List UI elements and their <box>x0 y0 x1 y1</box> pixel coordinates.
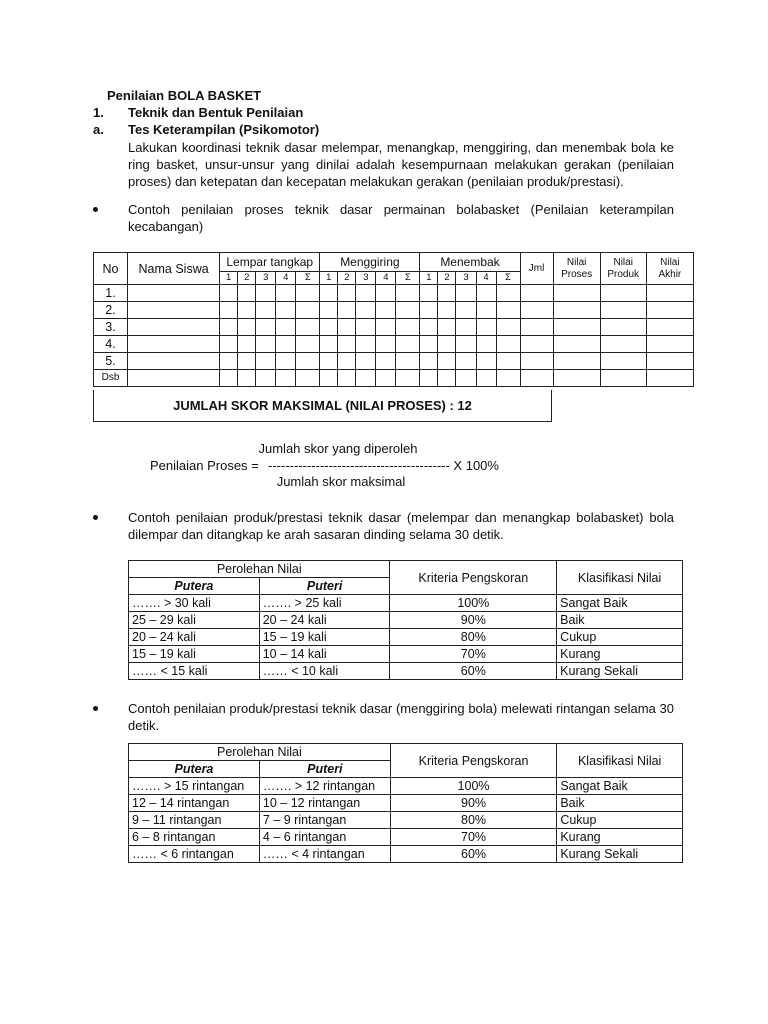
empty-cell <box>338 336 356 353</box>
sub-header: 1 <box>320 272 338 285</box>
empty-cell <box>520 353 553 370</box>
cell-putera: 15 – 19 kali <box>129 646 260 663</box>
produk-table-menggiring <box>128 743 683 863</box>
sub-header: Σ <box>296 272 320 285</box>
empty-cell <box>476 302 496 319</box>
cell-putera: 9 – 11 rintangan <box>129 812 260 829</box>
cell-puteri: 7 – 9 rintangan <box>259 812 390 829</box>
empty-cell <box>128 319 220 336</box>
header-menembak: Menembak <box>420 253 520 272</box>
empty-cell <box>320 336 338 353</box>
table-row <box>129 829 683 846</box>
empty-cell <box>296 370 320 387</box>
empty-cell <box>238 370 256 387</box>
empty-cell <box>476 370 496 387</box>
cell-klasifikasi: Baik <box>557 795 683 812</box>
empty-cell <box>476 319 496 336</box>
empty-cell <box>456 370 476 387</box>
empty-cell <box>256 353 276 370</box>
empty-cell <box>396 370 420 387</box>
cell-puteri: 4 – 6 rintangan <box>259 829 390 846</box>
sub-header: 2 <box>438 272 456 285</box>
header-nilai-produk: Nilai Produk <box>600 253 646 285</box>
row-number: 5. <box>94 353 128 370</box>
header-klasifikasi: Klasifikasi Nilai <box>557 744 683 778</box>
empty-cell <box>276 353 296 370</box>
empty-cell <box>128 370 220 387</box>
table-row <box>129 812 683 829</box>
empty-cell <box>420 370 438 387</box>
cell-putera: 20 – 24 kali <box>129 629 260 646</box>
header-lempar-tangkap: Lempar tangkap <box>220 253 320 272</box>
empty-cell <box>496 285 520 302</box>
table-row <box>94 336 694 353</box>
intro-paragraph: Lakukan koordinasi teknik dasar melempar, menangkap, menggiring, dan menembak bola ke ring basket, unsur-unsur yang dinilai adalah kesempurnaan melakukan gerakan (penilaian proses) dan ketepatan dan kecepatan melakukan gerakan (penilaian produk/prestasi). <box>128 140 674 189</box>
empty-cell <box>646 336 693 353</box>
header-no: No <box>94 253 128 285</box>
cell-klasifikasi: Sangat Baik <box>557 778 683 795</box>
table-row <box>129 612 683 629</box>
bullet-text-menggiring: Contoh penilaian produk/prestasi teknik dasar (menggiring bola) melewati rintangan selama 30 detik. <box>128 701 674 733</box>
empty-cell <box>128 336 220 353</box>
empty-cell <box>438 370 456 387</box>
cell-kriteria: 60% <box>390 663 557 680</box>
formula-denominator: Jumlah skor maksimal <box>276 474 406 489</box>
empty-cell <box>320 319 338 336</box>
cell-puteri: …… < 4 rintangan <box>259 846 390 863</box>
cell-puteri: …… < 10 kali <box>259 663 390 680</box>
empty-cell <box>356 336 376 353</box>
empty-cell <box>600 285 646 302</box>
sub-header: Σ <box>396 272 420 285</box>
empty-cell <box>420 285 438 302</box>
sub-header: 4 <box>276 272 296 285</box>
cell-kriteria: 80% <box>390 812 557 829</box>
empty-cell <box>376 370 396 387</box>
sub-header: 1 <box>420 272 438 285</box>
empty-cell <box>456 319 476 336</box>
empty-cell <box>296 302 320 319</box>
cell-klasifikasi: Cukup <box>557 629 683 646</box>
table-row <box>129 646 683 663</box>
section-title: Teknik dan Bentuk Penilaian <box>128 105 304 120</box>
empty-cell <box>456 353 476 370</box>
document-title: Penilaian BOLA BASKET <box>107 88 262 103</box>
cell-kriteria: 80% <box>390 629 557 646</box>
table-row <box>129 595 683 612</box>
cell-klasifikasi: Baik <box>557 612 683 629</box>
empty-cell <box>600 302 646 319</box>
empty-cell <box>238 285 256 302</box>
empty-cell <box>320 285 338 302</box>
cell-putera: 12 – 14 rintangan <box>129 795 260 812</box>
proses-table <box>93 252 694 387</box>
empty-cell <box>553 319 600 336</box>
header-puteri: Puteri <box>259 761 390 778</box>
empty-cell <box>338 285 356 302</box>
empty-cell <box>438 285 456 302</box>
empty-cell <box>220 302 238 319</box>
empty-cell <box>338 353 356 370</box>
empty-cell <box>553 353 600 370</box>
empty-cell <box>338 319 356 336</box>
cell-klasifikasi: Kurang Sekali <box>557 846 683 863</box>
cell-kriteria: 70% <box>390 829 557 846</box>
empty-cell <box>256 285 276 302</box>
empty-cell <box>128 353 220 370</box>
section-number: 1. <box>93 105 104 120</box>
empty-cell <box>600 353 646 370</box>
empty-cell <box>646 353 693 370</box>
cell-klasifikasi: Kurang <box>557 829 683 846</box>
empty-cell <box>476 353 496 370</box>
sub-header: Σ <box>496 272 520 285</box>
header-nilai-proses: Nilai Proses <box>553 253 600 285</box>
proses-table-body <box>94 285 694 387</box>
empty-cell <box>600 370 646 387</box>
cell-klasifikasi: Sangat Baik <box>557 595 683 612</box>
header-nilai-akhir: Nilai Akhir <box>646 253 693 285</box>
empty-cell <box>276 370 296 387</box>
table-row <box>94 285 694 302</box>
proses-footer: JUMLAH SKOR MAKSIMAL (NILAI PROSES) : 12 <box>93 390 552 422</box>
cell-kriteria: 100% <box>390 778 557 795</box>
sub-header: 3 <box>356 272 376 285</box>
table-row <box>94 319 694 336</box>
empty-cell <box>220 319 238 336</box>
sub-header: 1 <box>220 272 238 285</box>
sub-header: 3 <box>256 272 276 285</box>
cell-klasifikasi: Kurang Sekali <box>557 663 683 680</box>
header-jml: Jml <box>520 253 553 285</box>
empty-cell <box>220 353 238 370</box>
subsection-letter: a. <box>93 122 104 137</box>
empty-cell <box>276 319 296 336</box>
cell-puteri: ……. > 12 rintangan <box>259 778 390 795</box>
cell-putera: 25 – 29 kali <box>129 612 260 629</box>
empty-cell <box>220 336 238 353</box>
empty-cell <box>496 302 520 319</box>
cell-puteri: 10 – 14 kali <box>259 646 390 663</box>
empty-cell <box>420 302 438 319</box>
empty-cell <box>296 336 320 353</box>
empty-cell <box>376 336 396 353</box>
cell-putera: …… < 15 kali <box>129 663 260 680</box>
empty-cell <box>276 336 296 353</box>
table-row <box>129 846 683 863</box>
empty-cell <box>420 319 438 336</box>
empty-cell <box>553 302 600 319</box>
sub-header: 4 <box>476 272 496 285</box>
formula-label: Penilaian Proses = <box>150 458 259 473</box>
empty-cell <box>276 285 296 302</box>
sub-header: 2 <box>238 272 256 285</box>
table-row <box>94 353 694 370</box>
cell-puteri: 10 – 12 rintangan <box>259 795 390 812</box>
empty-cell <box>520 319 553 336</box>
header-puteri: Puteri <box>259 578 390 595</box>
cell-kriteria: 60% <box>390 846 557 863</box>
row-number: 2. <box>94 302 128 319</box>
table-row <box>94 370 694 387</box>
bullet-dot <box>93 515 98 520</box>
empty-cell <box>438 336 456 353</box>
empty-cell <box>338 302 356 319</box>
empty-cell <box>438 319 456 336</box>
header-kriteria: Kriteria Pengskoran <box>390 561 557 595</box>
header-nama-siswa: Nama Siswa <box>128 253 220 285</box>
empty-cell <box>356 353 376 370</box>
empty-cell <box>128 285 220 302</box>
header-perolehan-nilai: Perolehan Nilai <box>129 744 391 761</box>
cell-kriteria: 70% <box>390 646 557 663</box>
empty-cell <box>396 319 420 336</box>
empty-cell <box>320 302 338 319</box>
header-putera: Putera <box>129 761 260 778</box>
subsection-title: Tes Keterampilan (Psikomotor) <box>128 122 320 137</box>
empty-cell <box>376 353 396 370</box>
empty-cell <box>646 319 693 336</box>
empty-cell <box>456 302 476 319</box>
cell-putera: ……. > 15 rintangan <box>129 778 260 795</box>
empty-cell <box>396 302 420 319</box>
empty-cell <box>376 319 396 336</box>
cell-kriteria: 90% <box>390 612 557 629</box>
cell-klasifikasi: Kurang <box>557 646 683 663</box>
empty-cell <box>520 302 553 319</box>
row-number: 1. <box>94 285 128 302</box>
formula-line: ------------------------------------------ X 100% <box>268 458 499 473</box>
empty-cell <box>553 370 600 387</box>
empty-cell <box>220 285 238 302</box>
empty-cell <box>238 319 256 336</box>
table-row <box>129 778 683 795</box>
empty-cell <box>220 370 238 387</box>
header-kriteria: Kriteria Pengskoran <box>390 744 557 778</box>
empty-cell <box>238 336 256 353</box>
produk-table-melempar-body <box>129 595 683 680</box>
empty-cell <box>376 285 396 302</box>
bullet-dot <box>93 706 98 711</box>
bullet-dot <box>93 207 98 212</box>
empty-cell <box>338 370 356 387</box>
header-putera: Putera <box>129 578 260 595</box>
empty-cell <box>256 370 276 387</box>
empty-cell <box>396 353 420 370</box>
sub-header: 3 <box>456 272 476 285</box>
empty-cell <box>476 336 496 353</box>
cell-puteri: ……. > 25 kali <box>259 595 390 612</box>
empty-cell <box>296 285 320 302</box>
empty-cell <box>496 336 520 353</box>
empty-cell <box>520 285 553 302</box>
empty-cell <box>128 302 220 319</box>
cell-putera: …… < 6 rintangan <box>129 846 260 863</box>
empty-cell <box>646 302 693 319</box>
empty-cell <box>276 302 296 319</box>
empty-cell <box>420 353 438 370</box>
sub-header: 2 <box>338 272 356 285</box>
cell-putera: ……. > 30 kali <box>129 595 260 612</box>
cell-puteri: 20 – 24 kali <box>259 612 390 629</box>
empty-cell <box>356 319 376 336</box>
row-number: 4. <box>94 336 128 353</box>
table-row <box>129 795 683 812</box>
empty-cell <box>396 285 420 302</box>
empty-cell <box>238 302 256 319</box>
empty-cell <box>438 302 456 319</box>
table-row <box>94 302 694 319</box>
empty-cell <box>496 353 520 370</box>
empty-cell <box>256 336 276 353</box>
empty-cell <box>420 336 438 353</box>
empty-cell <box>356 285 376 302</box>
produk-table-melempar <box>128 560 683 680</box>
empty-cell <box>256 302 276 319</box>
empty-cell <box>438 353 456 370</box>
formula-numerator: Jumlah skor yang diperoleh <box>258 441 418 456</box>
bullet-text-melempar: Contoh penilaian produk/prestasi teknik dasar (melempar dan menangkap bolabasket) bola dilempar dan ditangkap ke arah sasaran dinding selama 30 detik. <box>128 510 674 542</box>
empty-cell <box>376 302 396 319</box>
cell-klasifikasi: Cukup <box>557 812 683 829</box>
empty-cell <box>553 336 600 353</box>
row-number: Dsb <box>94 370 128 387</box>
empty-cell <box>356 302 376 319</box>
cell-kriteria: 100% <box>390 595 557 612</box>
empty-cell <box>396 336 420 353</box>
empty-cell <box>600 319 646 336</box>
header-menggiring: Menggiring <box>320 253 420 272</box>
cell-puteri: 15 – 19 kali <box>259 629 390 646</box>
header-klasifikasi: Klasifikasi Nilai <box>557 561 683 595</box>
empty-cell <box>496 370 520 387</box>
empty-cell <box>256 319 276 336</box>
produk-table-menggiring-body <box>129 778 683 863</box>
empty-cell <box>646 370 693 387</box>
table-row <box>129 629 683 646</box>
sub-header: 4 <box>376 272 396 285</box>
empty-cell <box>296 319 320 336</box>
empty-cell <box>238 353 256 370</box>
bullet-text-proses: Contoh penilaian proses teknik dasar permainan bolabasket (Penilaian keterampilan kecabangan) <box>128 202 674 234</box>
cell-putera: 6 – 8 rintangan <box>129 829 260 846</box>
empty-cell <box>356 370 376 387</box>
row-number: 3. <box>94 319 128 336</box>
empty-cell <box>600 336 646 353</box>
empty-cell <box>456 336 476 353</box>
empty-cell <box>520 336 553 353</box>
empty-cell <box>553 285 600 302</box>
empty-cell <box>320 370 338 387</box>
empty-cell <box>320 353 338 370</box>
empty-cell <box>496 319 520 336</box>
empty-cell <box>296 353 320 370</box>
empty-cell <box>456 285 476 302</box>
cell-kriteria: 90% <box>390 795 557 812</box>
header-perolehan-nilai: Perolehan Nilai <box>129 561 390 578</box>
empty-cell <box>476 285 496 302</box>
empty-cell <box>646 285 693 302</box>
empty-cell <box>520 370 553 387</box>
table-row <box>129 663 683 680</box>
